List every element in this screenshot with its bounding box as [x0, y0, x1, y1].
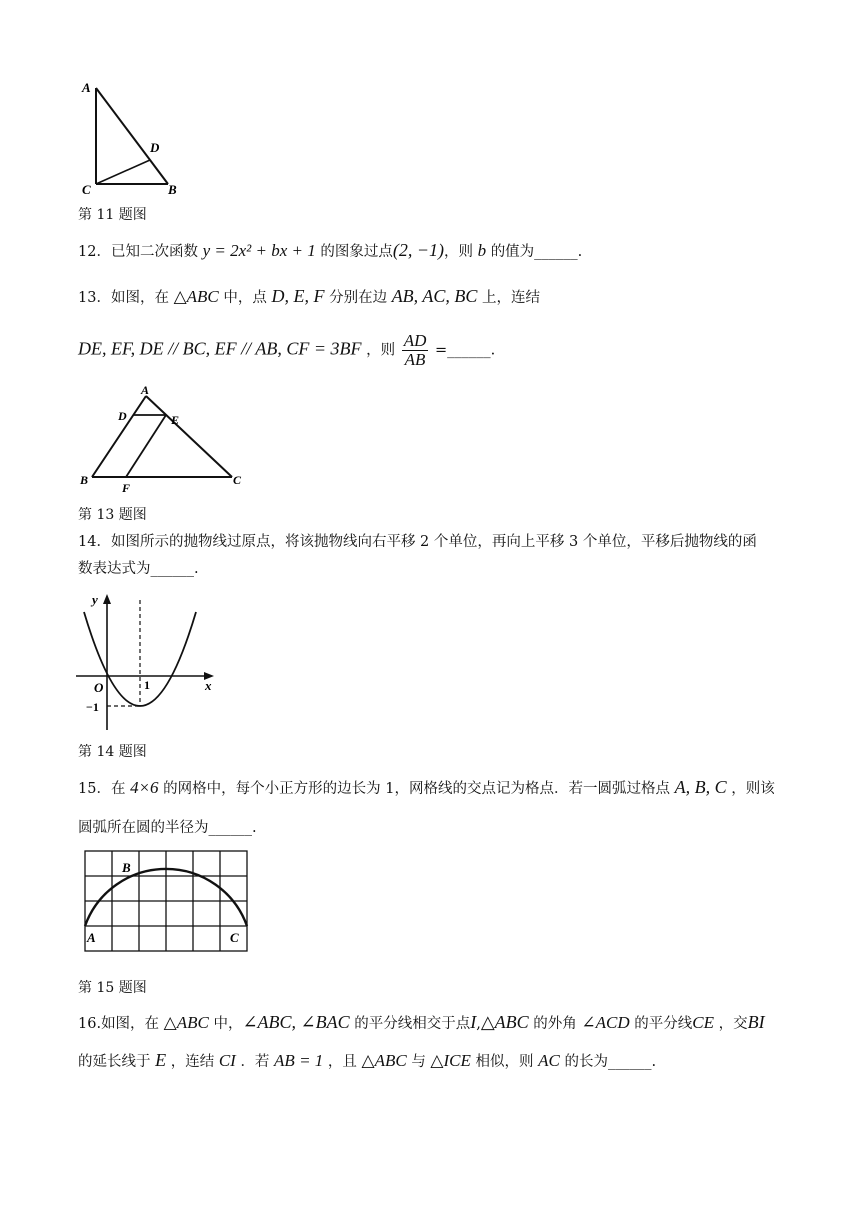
fig15-label-c: C [230, 930, 239, 945]
fig13-label-f: F [122, 481, 131, 495]
y-axis-arrow-icon [103, 594, 111, 604]
q16-ci: CI [218, 1051, 236, 1070]
q16-number: 16. [78, 1016, 102, 1032]
fig13-label-a: A [141, 384, 150, 397]
q15-points: A, B, C [674, 777, 727, 797]
q16-comma: , [476, 1016, 481, 1032]
q13-text-3: 分别在边 [329, 290, 388, 306]
q13-text-1: 如图，在 [110, 290, 169, 306]
q13-fraction [402, 332, 429, 369]
figure-11 [76, 74, 196, 200]
q16-ac: AC [538, 1051, 560, 1070]
fig13-label-e: E [171, 413, 180, 427]
q16-triangle-4: △ICE [430, 1051, 471, 1070]
q16-ab: AB = 1 [274, 1051, 324, 1070]
question-13-line-2 [78, 332, 495, 369]
q16-text-5: 的平分线 [634, 1016, 693, 1032]
q16-triangle-2: △ABC [480, 1012, 529, 1032]
figure-14 [74, 588, 224, 738]
fig14-caption: 第 14 题图 [78, 744, 147, 760]
fig13-caption: 第 13 题图 [78, 507, 147, 523]
figure-15 [80, 846, 252, 964]
q12-variable: b [477, 241, 487, 260]
q16-triangle-1: △ABC [163, 1013, 209, 1032]
q13-text-5: ，则 [366, 342, 396, 359]
q13-conditions: DE, EF, DE // BC, EF // AB, CF = 3BF [78, 338, 362, 359]
question-16-line-2 [78, 1050, 656, 1071]
fig15-label-a: A [87, 930, 96, 945]
q14-text-1: 如图所示的抛物线过原点，将该抛物线向右平移 2 个单位，再向上平移 3 个单位，平移后抛物线的函 [110, 534, 757, 550]
fig13-label-b: B [80, 473, 89, 487]
fig14-label-neg-one: −1 [86, 700, 99, 714]
fig15-caption: 第 15 题图 [78, 980, 147, 996]
q16-e: E [155, 1050, 167, 1070]
q15-number: 15． [78, 781, 111, 797]
question-15-line-1 [78, 777, 775, 798]
q13-points: D, E, F [271, 286, 325, 306]
question-14-line-1 [78, 530, 757, 551]
q16-bi: BI [747, 1012, 765, 1032]
q16-line2-text-3: ．若 [240, 1054, 270, 1070]
question-13-line-1 [78, 286, 540, 307]
fig13-label-c: C [233, 473, 242, 487]
q12-text-3: ，则 [443, 244, 473, 260]
q14-text-2: 数表达式为______. [78, 561, 199, 577]
q16-point-i: I [470, 1012, 477, 1032]
q15-text-2: 的网格中，每个小正方形的边长为 1，网格线的交点记为格点．若一圆弧过格点 [163, 781, 670, 797]
question-12 [78, 240, 582, 261]
q16-triangle-3: △ABC [361, 1051, 407, 1070]
q15-grid-size: 4×6 [130, 778, 159, 797]
q13-text-4: 上，连结 [481, 290, 540, 306]
question-16-line-1 [78, 1012, 765, 1033]
fig11-label-c: C [82, 182, 91, 197]
q13-number: 13． [78, 290, 111, 306]
question-15-line-2 [78, 816, 257, 837]
q16-line2-text-1: 的延长线于 [78, 1054, 151, 1070]
q12-text-1: 已知二次函数 [110, 244, 198, 260]
q12-number: 12． [78, 244, 111, 260]
q15-text-1: 在 [110, 781, 126, 797]
q13-sides: AB, AC, BC [391, 286, 478, 306]
q15-text-3: ，则该 [731, 781, 775, 797]
q12-text-4: 的值为______. [490, 244, 583, 260]
fig13-label-d: D [118, 409, 127, 423]
q16-line2-text-2: ，连结 [170, 1054, 215, 1070]
q16-text-2: 中， [213, 1016, 243, 1032]
q16-line2-text-7: 的长为______. [564, 1054, 657, 1070]
q16-text-4: 的外角 [533, 1016, 577, 1032]
fig11-caption: 第 11 题图 [78, 207, 147, 223]
q16-line2-text-4: ，且 [327, 1054, 357, 1070]
q16-line2-text-5: 与 [411, 1054, 426, 1070]
q16-exterior-angle: ∠ACD [581, 1013, 630, 1032]
fig14-label-one: 1 [144, 678, 150, 692]
q13-fraction-numerator: AD [403, 331, 427, 350]
q16-text-6: ，交 [718, 1016, 748, 1032]
fig11-label-a: A [82, 80, 91, 95]
q16-line2-text-6: 相似，则 [475, 1054, 534, 1070]
q13-triangle: △ABC [173, 287, 219, 306]
fig11-label-d: D [150, 140, 160, 155]
q12-function: y = 2x² + bx + 1 [202, 241, 316, 260]
q13-text-6: =______. [434, 342, 496, 359]
q13-fraction-denominator: AB [404, 350, 426, 369]
question-14-line-2 [78, 557, 199, 578]
q14-number: 14． [78, 534, 111, 550]
fig14-label-y: y [92, 592, 98, 607]
q12-point: (2, −1) [392, 240, 444, 260]
q16-text-3: 的平分线相交于点 [354, 1016, 471, 1032]
q15-text-4: 圆弧所在圆的半径为______. [78, 820, 257, 836]
q16-ce: CE [692, 1013, 714, 1032]
fig14-label-origin: O [94, 680, 104, 695]
q12-text-2: 的图象过点 [320, 244, 393, 260]
fig15-label-b: B [122, 860, 131, 875]
q16-angles: ∠ABC, ∠BAC [242, 1012, 350, 1032]
fig14-label-x: x [205, 678, 212, 693]
q13-text-2: 中，点 [223, 290, 267, 306]
q16-text-1: 如图，在 [101, 1016, 160, 1032]
figure-13 [78, 384, 248, 496]
fig11-label-b: B [168, 182, 177, 197]
